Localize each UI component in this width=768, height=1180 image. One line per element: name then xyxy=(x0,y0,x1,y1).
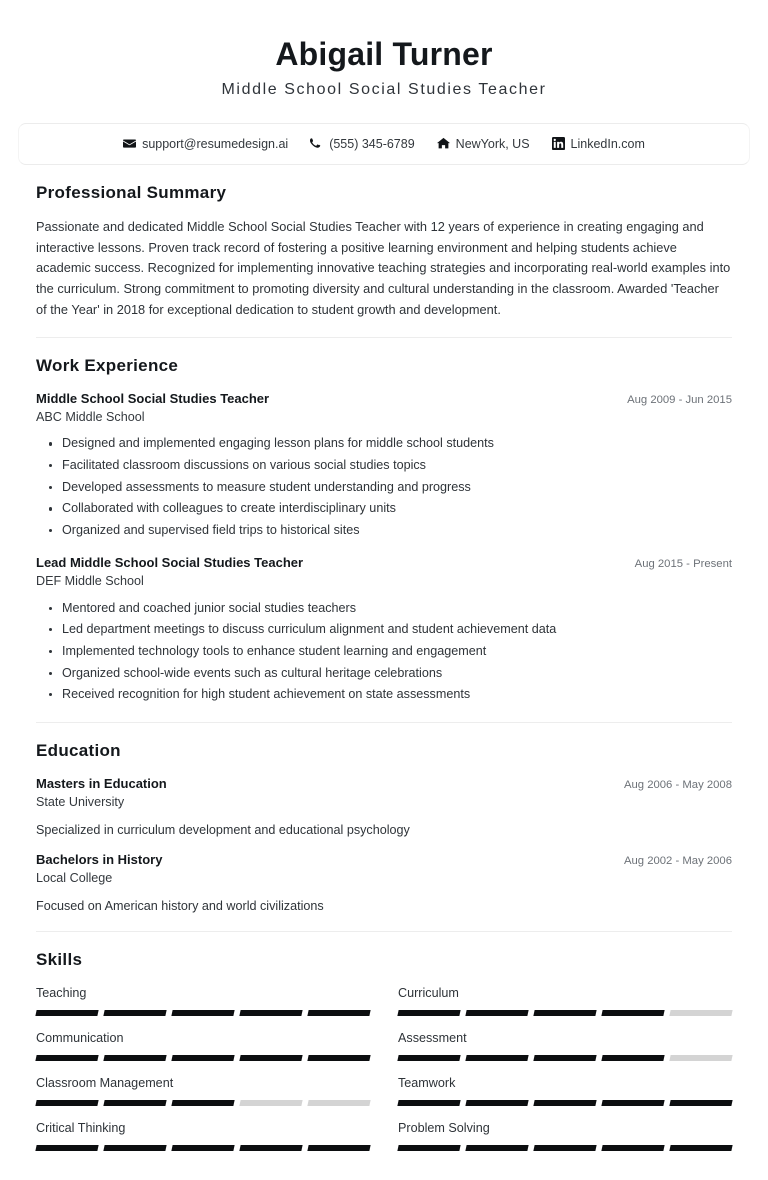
skill-segment xyxy=(103,1100,166,1106)
skill-label: Assessment xyxy=(398,1031,467,1046)
skill-segment xyxy=(307,1055,370,1061)
skill-level-bar xyxy=(398,1010,732,1016)
skill-segment xyxy=(171,1010,234,1016)
education-title: Education xyxy=(36,740,121,760)
skill-level-bar xyxy=(36,1100,370,1106)
entry-date: Aug 2002 - May 2006 xyxy=(623,855,732,868)
skill-segment xyxy=(533,1010,596,1016)
skill-segment xyxy=(601,1100,664,1106)
skill-item xyxy=(398,984,732,1029)
entry-job-title: Lead Middle School Social Studies Teacher xyxy=(36,554,304,570)
phone-icon xyxy=(310,137,323,150)
skill-segment xyxy=(171,1100,234,1106)
skill-item xyxy=(36,1029,370,1074)
contact-linkedin[interactable] xyxy=(552,137,645,151)
list-item: Organized school-wide events such as cultural heritage celebrations xyxy=(62,663,732,685)
section-work-experience xyxy=(0,338,768,722)
skill-label: Classroom Management xyxy=(36,1075,174,1090)
entry-header xyxy=(36,775,732,793)
entry-institution: State University xyxy=(36,795,125,810)
section-education xyxy=(0,723,768,931)
entry-description: Specialized in curriculum development and educational psychology xyxy=(36,822,410,837)
skill-segment xyxy=(669,1010,732,1016)
list-item: Received recognition for high student achievement on state assessments xyxy=(62,684,732,706)
experience-entry xyxy=(36,554,732,706)
contact-location-text: NewYork, US xyxy=(455,136,530,151)
skill-level-bar xyxy=(36,1145,370,1151)
list-item: Implemented technology tools to enhance student learning and engagement xyxy=(62,641,732,663)
experience-title: Work Experience xyxy=(36,355,179,375)
list-item: Collaborated with colleagues to create interdisciplinary units xyxy=(62,498,732,520)
resume-header xyxy=(0,0,768,117)
skill-level-bar xyxy=(36,1010,370,1016)
skill-level-bar xyxy=(36,1055,370,1061)
entry-header xyxy=(36,851,732,869)
skill-segment xyxy=(239,1010,302,1016)
entry-header xyxy=(36,390,732,408)
skill-segment xyxy=(601,1010,664,1016)
skill-segment xyxy=(533,1055,596,1061)
skill-segment xyxy=(669,1055,732,1061)
skill-segment xyxy=(669,1145,732,1151)
section-skills xyxy=(0,932,768,1180)
skills-grid xyxy=(36,984,732,1164)
skill-label: Critical Thinking xyxy=(36,1120,126,1135)
skill-segment xyxy=(601,1145,664,1151)
skill-segment xyxy=(35,1145,98,1151)
skill-item xyxy=(398,1119,732,1164)
candidate-headline: Middle School Social Studies Teacher xyxy=(221,80,547,98)
list-item: Led department meetings to discuss curriculum alignment and student achievement data xyxy=(62,619,732,641)
entry-date: Aug 2006 - May 2008 xyxy=(623,778,732,791)
skill-label: Teaching xyxy=(36,986,87,1001)
skill-segment xyxy=(239,1145,302,1151)
entry-bullet-list xyxy=(36,598,732,706)
entry-degree: Masters in Education xyxy=(36,775,167,791)
list-item: Developed assessments to measure student understanding and progress xyxy=(62,477,732,499)
skill-segment xyxy=(465,1010,528,1016)
skill-segment xyxy=(307,1145,370,1151)
entry-date: Aug 2009 - Jun 2015 xyxy=(627,393,732,406)
skill-segment xyxy=(465,1145,528,1151)
entry-organization: ABC Middle School xyxy=(36,409,145,424)
skill-segment xyxy=(35,1055,98,1061)
list-item: Designed and implemented engaging lesson plans for middle school students xyxy=(62,433,732,455)
list-item: Organized and supervised field trips to historical sites xyxy=(62,520,732,542)
skill-segment xyxy=(465,1100,528,1106)
skill-label: Curriculum xyxy=(398,986,459,1001)
home-icon xyxy=(437,137,450,150)
skill-segment xyxy=(171,1055,234,1061)
skill-segment xyxy=(239,1100,302,1106)
entry-organization: DEF Middle School xyxy=(36,573,144,588)
skill-segment xyxy=(103,1010,166,1016)
experience-entry xyxy=(36,390,732,542)
skill-segment xyxy=(35,1100,98,1106)
skill-segment xyxy=(239,1055,302,1061)
contact-phone-text: (555) 345-6789 xyxy=(329,136,415,151)
skill-label: Problem Solving xyxy=(398,1120,490,1135)
skill-segment xyxy=(601,1055,664,1061)
skill-segment xyxy=(465,1055,528,1061)
summary-title: Professional Summary xyxy=(36,182,227,202)
skill-level-bar xyxy=(398,1100,732,1106)
contact-linkedin-text: LinkedIn.com xyxy=(570,136,645,151)
envelope-icon xyxy=(123,137,136,150)
skill-item xyxy=(36,1119,370,1164)
skill-item xyxy=(398,1029,732,1074)
skill-segment xyxy=(307,1010,370,1016)
entry-degree: Bachelors in History xyxy=(36,852,163,868)
contact-phone[interactable] xyxy=(310,137,414,151)
skill-item xyxy=(398,1074,732,1119)
skill-segment xyxy=(103,1145,166,1151)
skill-segment xyxy=(533,1100,596,1106)
skill-segment xyxy=(307,1100,370,1106)
summary-text: Passionate and dedicated Middle School Social Studies Teacher with 12 years of experience in creating engaging and interactive lessons. Proven track record of fostering a positive learning environment and helping students achieve academic success. Recognized for implementing innovative teaching strategies and incorporating real-world examples into the curriculum. Strong commitment to promoting diversity and cultural understanding in the classroom. Awarded 'Teacher of the Year' in 2018 for exceptional dedication to student growth and development. xyxy=(36,218,731,317)
skill-segment xyxy=(397,1100,460,1106)
list-item: Mentored and coached junior social studies teachers xyxy=(62,598,732,620)
skill-segment xyxy=(171,1145,234,1151)
entry-header xyxy=(36,554,732,572)
section-professional-summary xyxy=(0,165,768,337)
skill-level-bar xyxy=(398,1055,732,1061)
skill-segment xyxy=(103,1055,166,1061)
skill-item xyxy=(36,1074,370,1119)
entry-institution: Local College xyxy=(36,871,113,886)
skill-segment xyxy=(669,1100,732,1106)
entry-description: Focused on American history and world civilizations xyxy=(36,898,324,913)
skill-segment xyxy=(397,1055,460,1061)
skill-segment xyxy=(35,1010,98,1016)
list-item: Facilitated classroom discussions on various social studies topics xyxy=(62,455,732,477)
education-entry xyxy=(36,851,732,915)
contact-email-text: support@resumedesign.ai xyxy=(142,136,289,151)
skill-segment xyxy=(397,1145,460,1151)
skill-level-bar xyxy=(398,1145,732,1151)
skill-segment xyxy=(397,1010,460,1016)
candidate-name: Abigail Turner xyxy=(275,36,493,72)
linkedin-icon xyxy=(552,137,565,150)
skills-title: Skills xyxy=(36,950,83,970)
entry-date: Aug 2015 - Present xyxy=(634,557,732,570)
contact-bar xyxy=(18,123,750,165)
skill-item xyxy=(36,984,370,1029)
contact-location[interactable] xyxy=(437,137,530,151)
skill-label: Communication xyxy=(36,1031,124,1046)
entry-job-title: Middle School Social Studies Teacher xyxy=(36,390,270,406)
entry-bullet-list xyxy=(36,433,732,541)
skill-label: Teamwork xyxy=(398,1075,456,1090)
contact-email[interactable] xyxy=(123,137,288,151)
skill-segment xyxy=(533,1145,596,1151)
education-entry xyxy=(36,775,732,839)
